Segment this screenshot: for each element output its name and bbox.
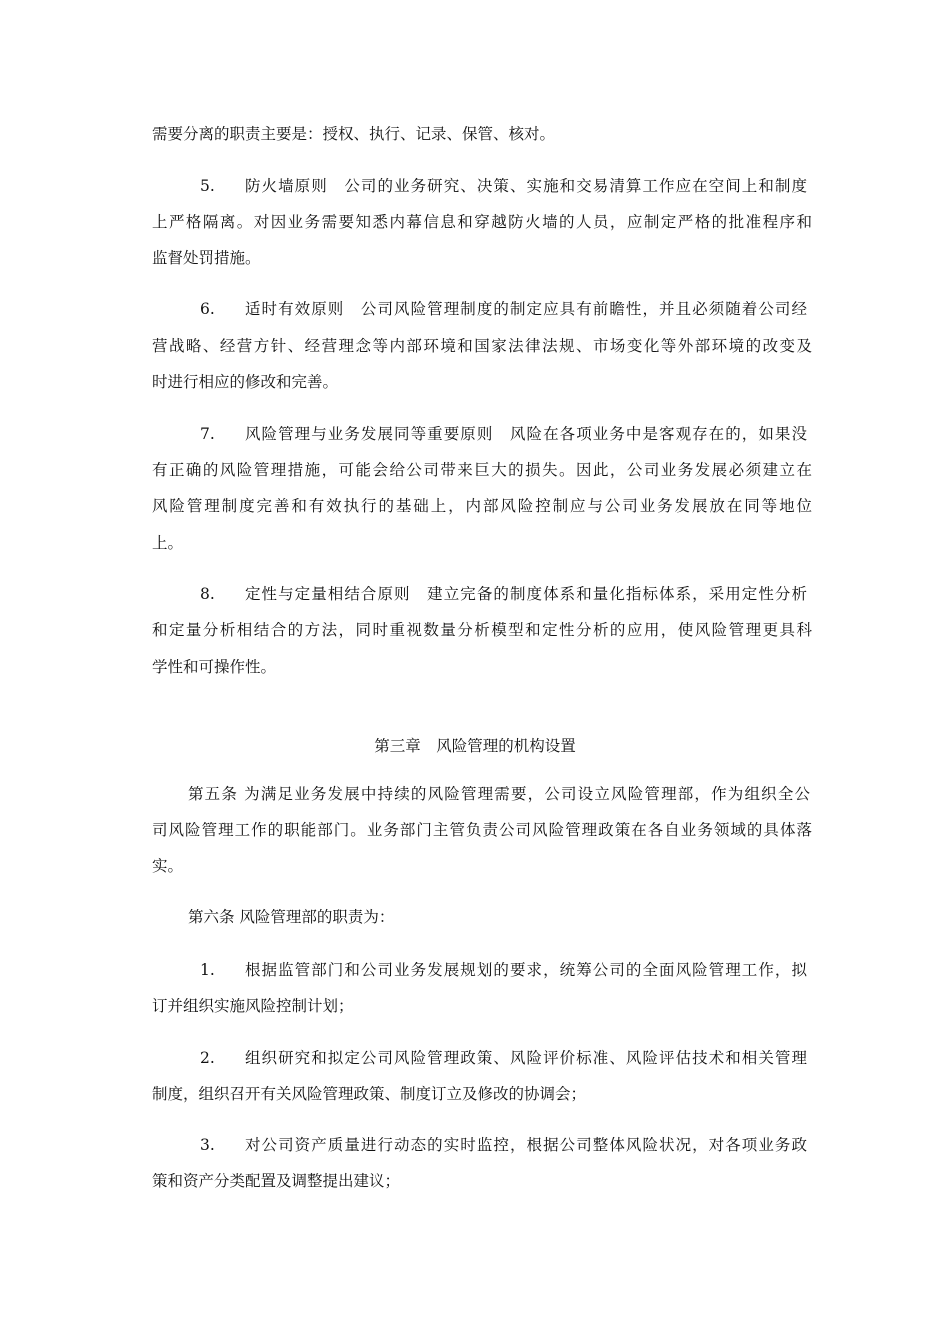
paragraph-line: 风险管理与业务发展同等重要原则 风险在各项业务中是客观存在的，如果没 xyxy=(245,425,807,443)
paragraph-line: 定性与定量相结合原则 建立完备的制度体系和量化指标体系，采用定性分析 xyxy=(245,585,807,603)
paragraph-line: 营战略、经营方针、经营理念等内部环境和国家法律法规、市场变化等外部环境的改变及 xyxy=(152,337,812,355)
paragraph-line: 监督处罚措施。 xyxy=(152,249,261,267)
paragraph-line: 有正确的风险管理措施，可能会给公司带来巨大的损失。因此，公司业务发展必须建立在 xyxy=(152,461,812,479)
paragraph-line: 上。 xyxy=(152,534,184,552)
item-number: 2. xyxy=(200,1049,215,1067)
item-number: 6. xyxy=(200,300,215,318)
paragraph-line: 上严格隔离。对因业务需要知悉内幕信息和穿越防火墙的人员，应制定严格的批准程序和 xyxy=(152,213,812,231)
paragraph-line: 制度，组织召开有关风险管理政策、制度订立及修改的协调会； xyxy=(152,1085,587,1103)
paragraph-line: 时进行相应的修改和完善。 xyxy=(152,373,339,391)
paragraph-line: 司风险管理工作的职能部门。业务部门主管负责公司风险管理政策在各自业务领域的具体落 xyxy=(152,821,812,839)
paragraph-line: 适时有效原则 公司风险管理制度的制定应具有前瞻性，并且必须随着公司经 xyxy=(245,300,807,318)
paragraph-line: 和定量分析相结合的方法，同时重视数量分析模型和定性分析的应用，使风险管理更具科 xyxy=(152,621,812,639)
paragraph-line: 防火墙原则 公司的业务研究、决策、实施和交易清算工作应在空间上和制度 xyxy=(245,177,807,195)
paragraph-line: 实。 xyxy=(152,857,184,875)
item-number: 8. xyxy=(200,585,215,603)
paragraph-line: 第五条 为满足业务发展中持续的风险管理需要，公司设立风险管理部，作为组织全公 xyxy=(188,785,810,803)
item-number: 5. xyxy=(200,177,215,195)
paragraph-line: 第六条 风险管理部的职责为： xyxy=(188,908,395,926)
paragraph-line: 订并组织实施风险控制计划； xyxy=(152,997,354,1015)
paragraph-line: 学性和可操作性。 xyxy=(152,658,277,676)
paragraph-line: 需要分离的职责主要是：授权、执行、记录、保管、核对。 xyxy=(152,125,556,143)
item-number: 7. xyxy=(200,425,215,443)
paragraph-line: 对公司资产质量进行动态的实时监控，根据公司整体风险状况，对各项业务政 xyxy=(245,1136,807,1154)
paragraph-line: 策和资产分类配置及调整提出建议； xyxy=(152,1172,401,1190)
paragraph-line: 组织研究和拟定公司风险管理政策、风险评价标准、风险评估技术和相关管理 xyxy=(245,1049,807,1067)
chapter-heading: 第三章 风险管理的机构设置 xyxy=(374,737,576,755)
paragraph-line: 风险管理制度完善和有效执行的基础上，内部风险控制应与公司业务发展放在同等地位 xyxy=(152,497,812,515)
item-number: 3. xyxy=(200,1136,215,1154)
item-number: 1. xyxy=(200,961,215,979)
paragraph-line: 根据监管部门和公司业务发展规划的要求，统筹公司的全面风险管理工作，拟 xyxy=(245,961,807,979)
